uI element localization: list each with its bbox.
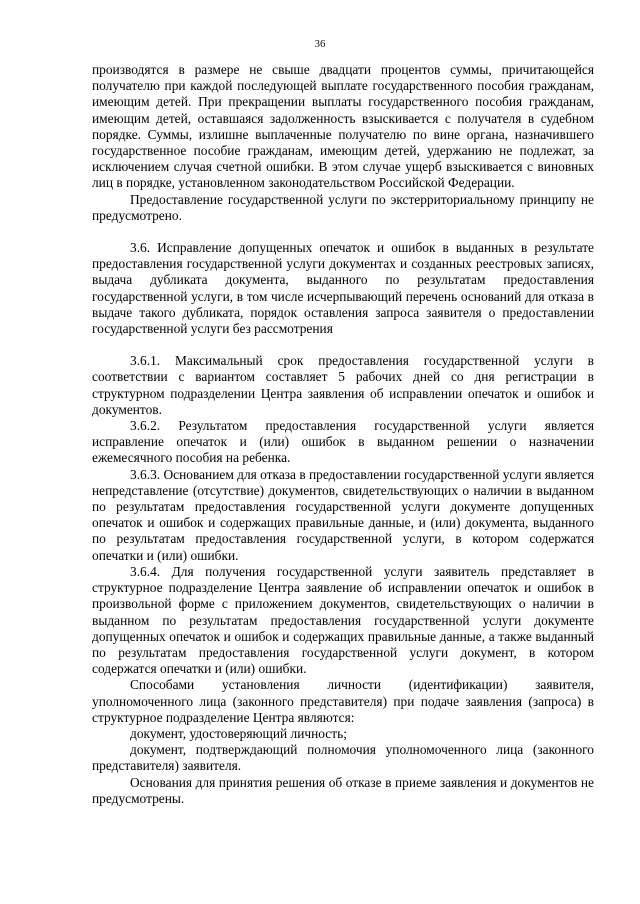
- paragraph-refusal-grounds: Основания для принятия решения об отказе в приеме заявления и документов не предусмотрены.: [92, 774, 594, 806]
- paragraph-identification-methods: Способами установления личности (идентификации) заявителя, уполномоченного лица (законного представителя) при подаче заявления (запроса) в структурное подразделение Центра являются:: [92, 677, 594, 725]
- paragraph-penalty-continuation: производятся в размере не свыше двадцати процентов суммы, причитающейся получателю при каждой последующей выплате государственного пособия гражданам, имеющим детей. При прекращении выплаты государственного пособия гражданам, имеющим детей, оставшаяся задолженность взыскивается с получателя в судебном порядке. Суммы, излишне выплаченные получателю по вине органа, назначившего государственное пособие гражданам, имеющим детей, удержанию не подлежат, за исключением случая счетной ошибки. В этом случае ущерб взыскивается с виновных лиц в порядке, установленном законодательством Российской Федерации.: [92, 62, 594, 191]
- paragraph-3-6-2: 3.6.2. Результатом предоставления государственной услуги является исправление опечаток и (или) ошибок в выданном решении о назначении ежемесячного пособия на ребенка.: [92, 418, 594, 466]
- paragraph-3-6-4: 3.6.4. Для получения государственной услуги заявитель представляет в структурное подразделение Центра заявление об исправлении опечаток и ошибок в произвольной форме с приложением документов, свидетельствующих о наличии в выданном по результатам предоставления государственной услуги документе допущенных опечаток и ошибок и содержащих правильные данные, а также выданный по результатам предоставления государственной услуги документ, в котором содержатся опечатки и (или) ошибки.: [92, 563, 594, 677]
- page-number: 36: [314, 38, 326, 50]
- paragraph-3-6-1: 3.6.1. Максимальный срок предоставления государственной услуги в соответствии с вариантом составляет 5 рабочих дней со дня регистрации в структурном подразделении Центра заявления об исправлении опечаток и ошибок и документов.: [92, 353, 594, 417]
- document-body: [92, 62, 594, 807]
- section-heading-3-6: 3.6. Исправление допущенных опечаток и ошибок в выданных в результате предоставления государственной услуги документах и созданных реестровых записях, выдача дубликата документа, выданного по результатам предоставления государственной услуги, в том числе исчерпывающий перечень оснований для отказа в выдаче такого дубликата, порядок оставления запроса заявителя о предоставлении государственной услуги без рассмотрения: [92, 240, 594, 337]
- list-item-authority-document: документ, подтверждающий полномочия уполномоченного лица (законного представителя) заявителя.: [92, 742, 594, 774]
- paragraph-3-6-3: 3.6.3. Основанием для отказа в предоставлении государственной услуги является непредставление (отсутствие) документов, свидетельствующих о наличии в выданном по результатам предоставления государственной услуги документе допущенных опечаток и ошибок и содержащих правильные данные, и (или) документа, выданного по результатам предоставления государственной услуги, в котором содержатся опечатки и (или) ошибки.: [92, 466, 595, 563]
- paragraph-extraterritorial: Предоставление государственной услуги по экстерриториальному принципу не предусмотрено.: [92, 191, 594, 223]
- list-item-identity-document: документ, удостоверяющий личность;: [130, 725, 347, 741]
